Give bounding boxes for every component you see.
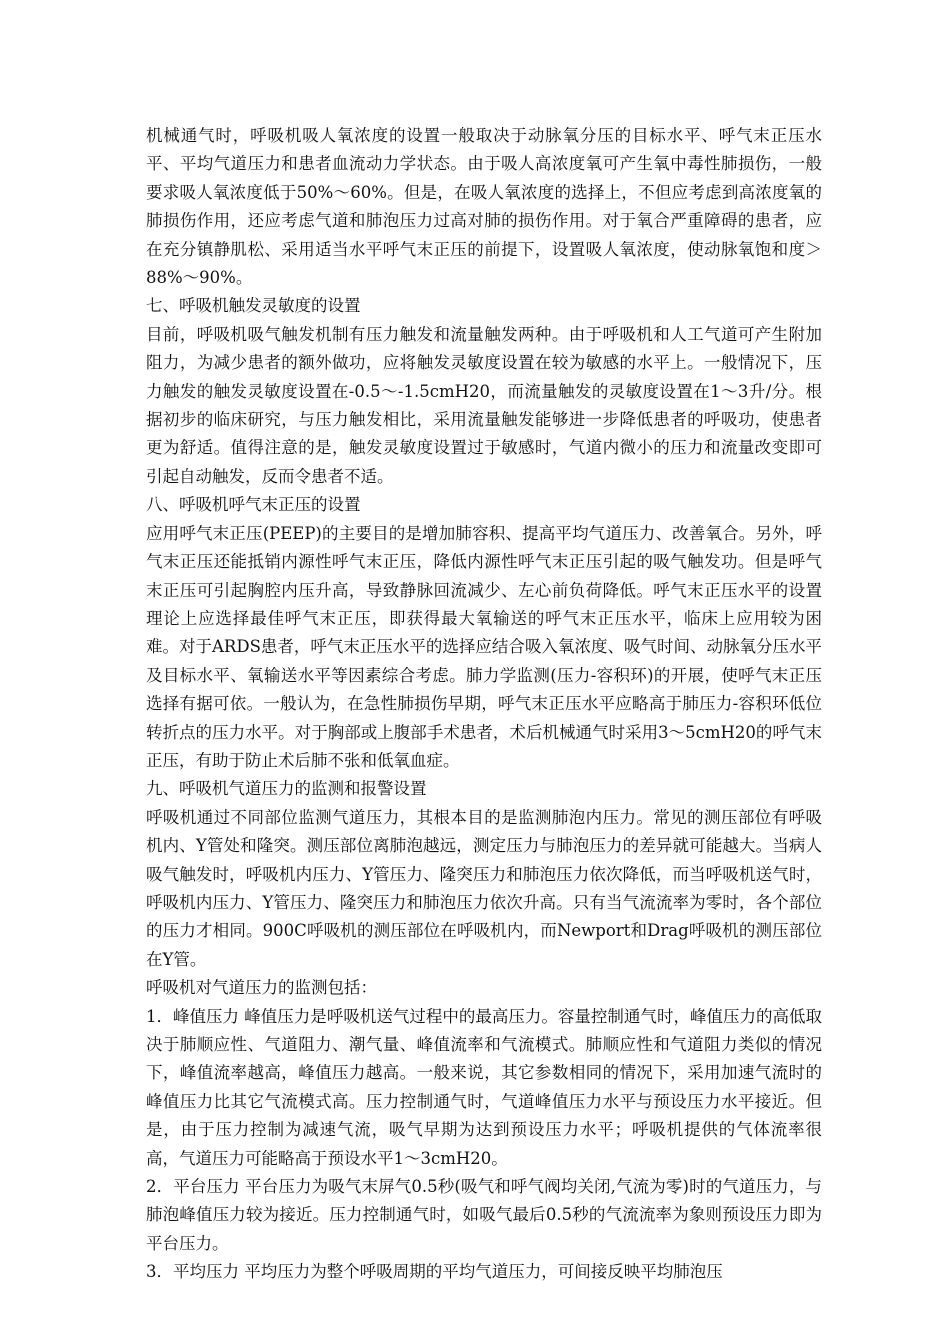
document-page (146, 122, 822, 1287)
list-item-plateau-pressure: 2．平台压力 平台压力为吸气末屏气0.5秒(吸气和呼气阀均关闭,气流为零)时的气道压力，与肺泡峰值压力较为接近。压力控制通气时，如吸气最后0.5秒的气流流率为象则预设压力即为平台压力。 (146, 1177, 822, 1253)
section-heading-8-peep: 八、呼吸机呼气末正压的设置 (146, 495, 361, 515)
paragraph-monitoring-intro: 呼吸机对气道压力的监测包括： (146, 978, 377, 998)
paragraph-trigger-sensitivity: 目前，呼吸机吸气触发机制有压力触发和流量触发两种。由于呼吸机和人工气道可产生附加阻力，为减少患者的额外做功，应将触发灵敏度设置在较为敏感的水平上。一般情况下，压力触发的触发灵敏度设置在-0.5～-1.5cmH20，而流量触发的灵敏度设置在1～3升/分。根据初步的临床研究，与压力触发相比，采用流量触发能够进一步降低患者的呼吸功，使患者更为舒适。值得注意的是，触发灵敏度设置过于敏感时，气道内微小的压力和流量改变即可引起自动触发，反而令患者不适。 (146, 324, 822, 486)
list-item-peak-pressure: 1．峰值压力 峰值压力是呼吸机送气过程中的最高压力。容量控制通气时，峰值压力的高低取决于肺顺应性、气道阻力、潮气量、峰值流率和气流模式。肺顺应性和气道阻力类似的情况下，峰值流率越高，峰值压力越高。一般来说，其它参数相同的情况下，采用加速气流时的峰值压力比其它气流模式高。压力控制通气时，气道峰值压力水平与预设压力水平接近。但是，由于压力控制为减速气流，吸气早期为达到预设压力水平；呼吸机提供的气体流率很高，气道压力可能略高于预设水平1～3cmH20。 (146, 1006, 822, 1168)
list-item-mean-pressure: 3．平均压力 平均压力为整个呼吸周期的平均气道压力，可间接反映平均肺泡压 (146, 1262, 723, 1282)
paragraph-fio2-setting: 机械通气时，呼吸机吸人氧浓度的设置一般取决于动脉氧分压的目标水平、呼气末正压水平、平均气道压力和患者血流动力学状态。由于吸人高浓度氧可产生氧中毒性肺损伤，一般要求吸人氧浓度低于50%～60%。但是，在吸人氧浓度的选择上，不但应考虑到高浓度氧的肺损伤作用，还应考虑气道和肺泡压力过高对肺的损伤作用。对于氧合严重障碍的患者，应在充分镇静肌松、采用适当水平呼气末正压的前提下，设置吸人氧浓度，使动脉氧饱和度＞88%～90%。 (146, 126, 822, 288)
section-heading-7-trigger-sensitivity: 七、呼吸机触发灵敏度的设置 (146, 296, 361, 316)
paragraph-peep: 应用呼气末正压(PEEP)的主要目的是增加肺容积、提高平均气道压力、改善氧合。另外，呼气末正压还能抵销内源性呼气末正压，降低内源性呼气末正压引起的吸气触发功。但是呼气末正压可引起胸腔内压升高，导致静脉回流减少、左心前负荷降低。呼气末正压水平的设置理论上应选择最佳呼气末正压，即获得最大氧输送的呼气末正压水平，临床上应用较为困难。对于ARDS患者，呼气末正压水平的选择应结合吸入氧浓度、吸气时间、动脉氧分压水平及目标水平、氧输送水平等因素综合考虑。肺力学监测(压力-容积环)的开展，使呼气末正压选择有据可依。一般认为，在急性肺损伤早期，呼气末正压水平应略高于肺压力-容积环低位转折点的压力水平。对于胸部或上腹部手术患者，术后机械通气时采用3～5cmH20的呼气末正压，有助于防止术后肺不张和低氧血症。 (146, 523, 822, 770)
paragraph-airway-pressure-sites: 呼吸机通过不同部位监测气道压力，其根本目的是监测肺泡内压力。常见的测压部位有呼吸机内、Y管处和隆突。测压部位离肺泡越远，测定压力与肺泡压力的差异就可能越大。当病人吸气触发时，呼吸机内压力、Y管压力、隆突压力和肺泡压力依次降低，而当呼吸机送气时，呼吸机内压力、Y管压力、隆突压力和肺泡压力依次升高。只有当气流流率为零时，各个部位的压力才相同。900C呼吸机的测压部位在呼吸机内，而Newport和Drag呼吸机的测压部位在Y管。 (146, 807, 822, 969)
section-heading-9-airway-pressure: 九、呼吸机气道压力的监测和报警设置 (146, 779, 427, 799)
